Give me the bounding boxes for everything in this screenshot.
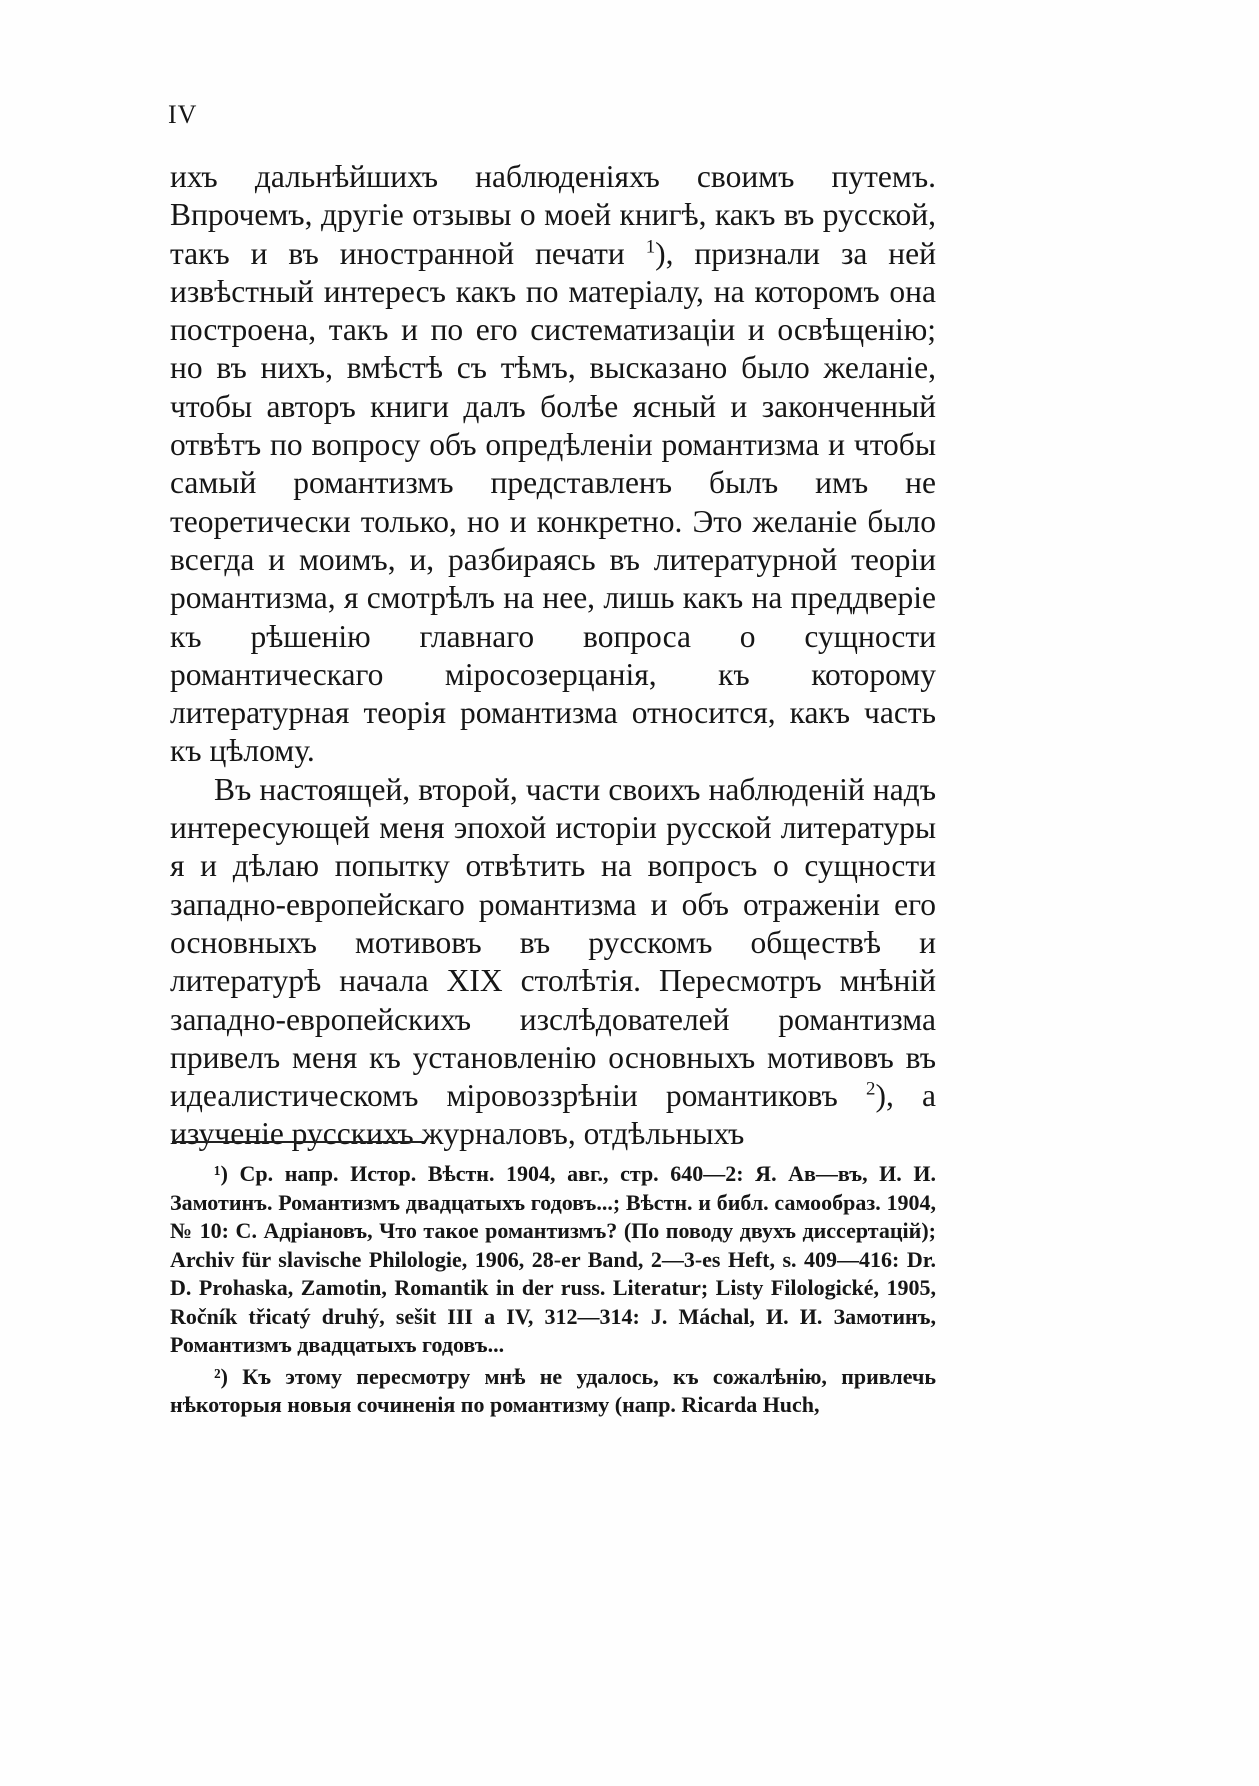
paragraph-text: ихъ дальнѣйшихъ наблюденіяхъ своимъ путемъ. Впрочемъ, другіе отзывы о моей книгѣ, какъ въ русской, такъ и въ иностранной печати [170, 159, 936, 271]
footnote-marker: 1 [645, 236, 656, 258]
footnote-marker: 2 [866, 1078, 876, 1100]
paragraph [170, 158, 936, 771]
paragraph-text: Въ настоящей, второй, части своихъ наблюденій надъ интересующей меня эпохой исторіи русской литературы я и дѣлаю попытку отвѣтить на вопросъ о сущности западно-европейскаго романтизма и объ отраженіи его основныхъ мотивовъ въ русскомъ обществѣ и литературѣ начала XIX столѣтія. Пересмотръ мнѣній западно-европейскихъ изслѣдователей романтизма привелъ меня къ установленію основныхъ мотивовъ въ идеалистическомъ міровоззрѣніи романтиковъ [170, 771, 936, 1114]
footnote: ²) Къ этому пересмотру мнѣ не удалось, къ сожалѣнію, привлечь нѣкоторыя новыя сочиненія по романтизму (напр. Ricarda Huch, [170, 1363, 936, 1417]
footnote-divider [172, 1141, 426, 1143]
footnote: ¹) Ср. напр. Истор. Вѣстн. 1904, авг., стр. 640—2: Я. Ав—въ, И. И. Замотинъ. Романтизмъ двадцатыхъ годовъ...; Вѣстн. и библ. самообраз. 1904, № 10: С. Адріановъ, Что такое романтизмъ? (По поводу двухъ диссертацій); Archiv für slavische Philologie, 1906, 28-er Band, 2—3-es Heft, s. 409—416: Dr. D. Prohaska, Zamotin, Romantik in der russ. Literatur; Listy Filologické, 1905, Ročník třicatý druhý, sešit III a IV, 312—314: J. Máchal, И. И. Замотинъ, Романтизмъ двадцатыхъ годовъ... [170, 1161, 936, 1357]
paragraph-text: ), признали за ней извѣстный интересъ какъ по матеріалу, на которомъ она построена, такъ и по его систематизаціи и освѣщенію; но въ нихъ, вмѣстѣ съ тѣмъ, высказано было желаніе, чтобы авторъ книги далъ болѣе ясный и законченный отвѣтъ по вопросу объ опредѣленіи романтизма и чтобы самый романтизмъ представленъ былъ имъ не теоретически только, но и конкретно. Это желаніе было всегда и моимъ, и, разбираясь въ литературной теоріи романтизма, я смотрѣлъ на нее, лишь какъ на преддверіе къ рѣшенію главнаго вопроса о сущности романтическаго міросозерцанія, къ которому литературная теорія романтизма относится, какъ часть къ цѣлому. [170, 235, 936, 769]
paragraph-text: ), а изученіе русскихъ журналовъ, отдѣльныхъ [170, 1078, 936, 1152]
paragraph [170, 771, 936, 1154]
footnotes [170, 1160, 936, 1420]
main-text [170, 158, 936, 1154]
page-number: IV [168, 100, 198, 129]
